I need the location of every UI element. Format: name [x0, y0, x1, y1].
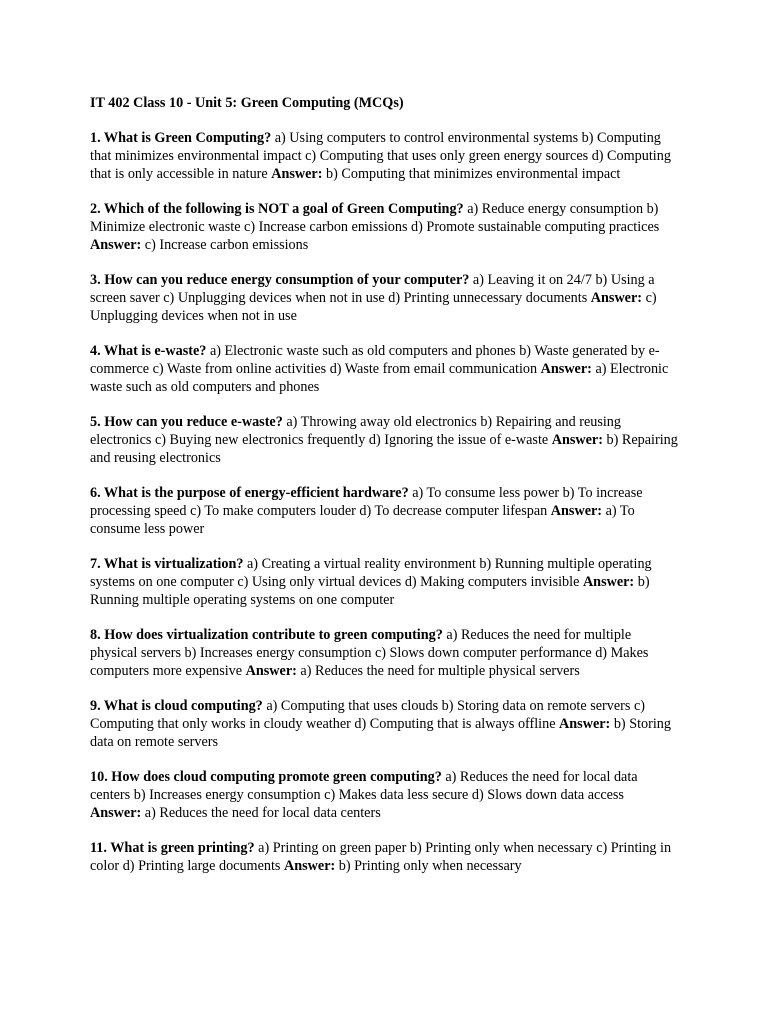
question-stem: 3. How can you reduce energy consumption of your computer? [90, 272, 470, 288]
answer-label: Answer: [582, 574, 635, 590]
question-options: a) Leaving it on 24/7 b) Using a screen saver c) Unplugging devices when not in use d) Printing unnecessary documents [90, 272, 655, 306]
question-stem: 4. What is e-waste? [90, 343, 207, 359]
question-item [90, 626, 678, 680]
question-item [90, 413, 678, 467]
question-item [90, 768, 678, 822]
question-stem: 6. What is the purpose of energy-efficient hardware? [90, 485, 409, 501]
answer-text: a) Reduces the need for local data centers [144, 805, 381, 821]
answer-text: b) Running multiple operating systems on one computer [90, 574, 650, 608]
question-options: a) Using computers to control environmental systems b) Computing that minimizes environmental impact c) Computing that uses only green energy sources d) Computing that is only accessible in nature [90, 130, 671, 182]
question-item [90, 555, 678, 609]
answer-text: b) Repairing and reusing electronics [90, 432, 678, 466]
question-options: a) Reduce energy consumption b) Minimize electronic waste c) Increase carbon emissions d) Promote sustainable computing practices [90, 201, 660, 235]
answer-label: Answer: [590, 290, 643, 306]
question-stem: 9. What is cloud computing? [90, 698, 263, 714]
question-stem: 10. How does cloud computing promote green computing? [90, 769, 442, 785]
question-stem: 1. What is Green Computing? [90, 130, 272, 146]
answer-text: c) Unplugging devices when not in use [90, 290, 657, 324]
question-options: a) To consume less power b) To increase processing speed c) To make computers louder d) To decrease computer lifespan [90, 485, 643, 519]
question-item [90, 484, 678, 538]
question-list [90, 129, 678, 875]
question-item [90, 271, 678, 325]
answer-label: Answer: [550, 503, 603, 519]
question-item [90, 200, 678, 254]
document-title: IT 402 Class 10 - Unit 5: Green Computing (MCQs) [90, 95, 404, 111]
answer-label: Answer: [551, 432, 603, 448]
answer-label: Answer: [271, 166, 323, 182]
question-options: a) Creating a virtual reality environment b) Running multiple operating systems on one computer c) Using only virtual devices d) Making computers invisible [90, 556, 652, 590]
answer-text: b) Printing only when necessary [338, 858, 522, 874]
answer-label: Answer: [559, 716, 611, 732]
answer-label: Answer: [90, 237, 142, 253]
question-stem: 11. What is green printing? [90, 840, 255, 856]
answer-text: b) Computing that minimizes environmental impact [326, 166, 621, 182]
question-stem: 7. What is virtualization? [90, 556, 244, 572]
answer-text: a) Electronic waste such as old computers and phones [90, 361, 669, 395]
question-stem: 8. How does virtualization contribute to green computing? [90, 627, 443, 643]
question-options: a) Reduces the need for local data centers b) Increases energy consumption c) Makes data less secure d) Slows down data access [90, 769, 638, 803]
question-options: a) Throwing away old electronics b) Repairing and reusing electronics c) Buying new electronics frequently d) Ignoring the issue of e-waste [90, 414, 621, 448]
answer-label: Answer: [540, 361, 592, 377]
answer-text: c) Increase carbon emissions [144, 237, 309, 253]
question-item [90, 839, 678, 875]
question-item [90, 697, 678, 751]
question-item [90, 129, 678, 183]
question-options: a) Reduces the need for multiple physical servers b) Increases energy consumption c) Slows down computer performance d) Makes computers more expensive [90, 627, 649, 679]
answer-label: Answer: [284, 858, 336, 874]
question-stem: 5. How can you reduce e-waste? [90, 414, 283, 430]
question-stem: 2. Which of the following is NOT a goal of Green Computing? [90, 201, 464, 217]
answer-label: Answer: [245, 663, 297, 679]
answer-text: b) Storing data on remote servers [90, 716, 671, 750]
answer-text: a) To consume less power [90, 503, 635, 537]
question-options: a) Printing on green paper b) Printing only when necessary c) Printing in color d) Printing large documents [90, 840, 672, 874]
answer-text: a) Reduces the need for multiple physical servers [300, 663, 580, 679]
answer-label: Answer: [90, 805, 142, 821]
question-options: a) Electronic waste such as old computers and phones b) Waste generated by e-commerce c) Waste from online activities d) Waste from email communication [90, 343, 660, 377]
question-item [90, 342, 678, 396]
question-options: a) Computing that uses clouds b) Storing data on remote servers c) Computing that only works in cloudy weather d) Computing that is always offline [90, 698, 645, 732]
